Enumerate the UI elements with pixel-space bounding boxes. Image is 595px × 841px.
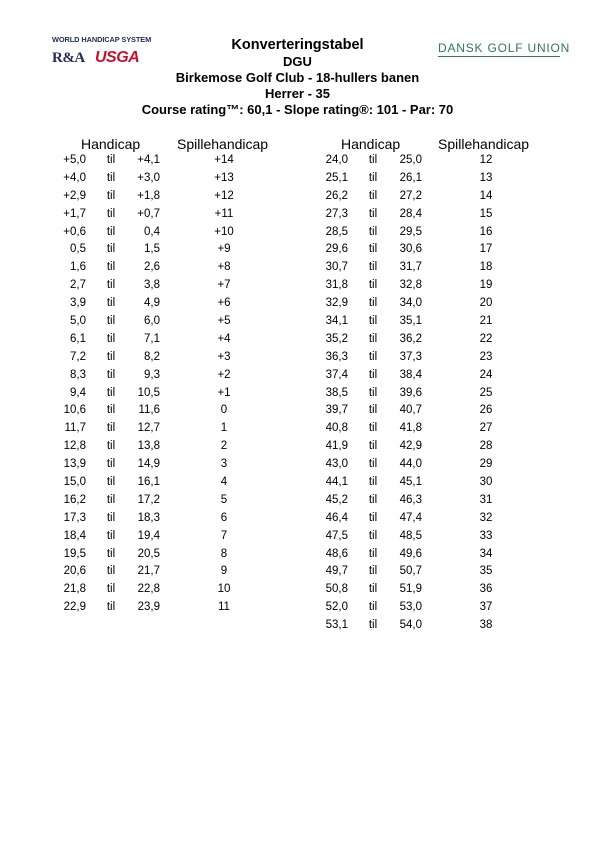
til-separator: til [106, 476, 116, 489]
til-separator: til [106, 493, 116, 506]
playing-handicap: 36 [479, 583, 493, 596]
handicap-to: 6,0 [144, 315, 160, 328]
handicap-from: 32,9 [325, 297, 348, 310]
handicap-to: 10,5 [137, 386, 160, 399]
playing-handicap: 26 [479, 404, 493, 417]
playing-handicap: +1 [217, 386, 231, 399]
handicap-from: 44,1 [325, 476, 348, 489]
playing-handicap: 3 [220, 458, 228, 471]
handicap-to: 20,5 [137, 547, 160, 560]
til-separator: til [368, 207, 378, 220]
til-separator: til [106, 458, 116, 471]
handicap-from: 26,2 [325, 189, 348, 202]
playing-handicap: +4 [217, 332, 231, 345]
handicap-to: +4,1 [137, 154, 160, 166]
til-separator: til [368, 332, 378, 345]
handicap-from: 39,7 [325, 404, 348, 417]
handicap-from: 11,7 [64, 422, 86, 435]
handicap-from: 5,0 [70, 315, 86, 328]
handicap-to: 14,9 [137, 458, 160, 471]
playing-handicap: +5 [217, 315, 231, 328]
til-separator: til [106, 440, 116, 453]
playing-handicap: 16 [479, 225, 493, 238]
handicap-to: 48,5 [399, 529, 422, 542]
handicap-to: 11,6 [138, 404, 160, 417]
til-separator: til [106, 315, 116, 328]
handicap-to: 34,0 [399, 297, 422, 310]
handicap-to: 39,6 [399, 386, 422, 399]
til-separator: til [106, 350, 116, 363]
handicap-to: 12,7 [137, 422, 160, 435]
handicap-from: 49,7 [325, 565, 348, 578]
playing-handicap: +11 [214, 207, 234, 220]
til-separator: til [368, 565, 378, 578]
handicap-from: 34,1 [325, 315, 348, 328]
handicap-from: 30,7 [325, 261, 348, 274]
handicap-from: 48,6 [325, 547, 348, 560]
handicap-to: 26,1 [399, 171, 422, 184]
playing-handicap: 20 [479, 297, 493, 310]
handicap-from: +5,0 [63, 154, 86, 166]
handicap-to: 29,5 [399, 225, 422, 238]
til-separator: til [368, 511, 378, 524]
playing-handicap: 27 [479, 422, 493, 435]
handicap-from: 12,8 [63, 440, 86, 453]
handicap-to: 13,8 [137, 440, 160, 453]
handicap-from: 50,8 [325, 583, 348, 596]
playing-handicap: 18 [479, 261, 493, 274]
playing-handicap: +2 [217, 368, 231, 381]
handicap-to: 53,0 [399, 601, 422, 614]
til-separator: til [368, 440, 378, 453]
til-separator: til [106, 583, 116, 596]
handicap-from: 19,5 [63, 547, 86, 560]
til-separator: til [368, 315, 378, 328]
playing-handicap: 37 [479, 601, 493, 614]
handicap-from: +1,7 [63, 207, 86, 220]
til-separator: til [368, 601, 378, 614]
handicap-to: 30,6 [399, 243, 422, 256]
handicap-to: 2,6 [144, 261, 160, 274]
til-separator: til [106, 297, 116, 310]
handicap-to: +3,0 [137, 171, 160, 184]
til-separator: til [106, 386, 116, 399]
playing-handicap: 19 [479, 279, 493, 292]
til-separator: til [106, 601, 116, 614]
handicap-to: 51,9 [399, 583, 422, 596]
handicap-to: 31,7 [399, 261, 422, 274]
handicap-to: 44,0 [399, 458, 422, 471]
handicap-to: 40,7 [399, 404, 422, 417]
playing-handicap: 6 [220, 511, 228, 524]
handicap-from: 8,3 [70, 368, 86, 381]
handicap-from: 29,6 [325, 243, 348, 256]
handicap-to: 46,3 [399, 493, 422, 506]
til-separator: til [106, 422, 116, 435]
til-separator: til [106, 332, 116, 345]
playing-handicap: +6 [217, 297, 231, 310]
handicap-to: 16,1 [137, 476, 160, 489]
handicap-to: 27,2 [399, 189, 422, 202]
playing-handicap: 4 [220, 476, 228, 489]
til-separator: til [368, 243, 378, 256]
left-handicap-heading: Handicap [81, 136, 141, 152]
handicap-from: 52,0 [325, 601, 348, 614]
playing-handicap: 29 [479, 458, 493, 471]
handicap-from: 37,4 [325, 368, 348, 381]
til-separator: til [106, 225, 116, 238]
handicap-to: 36,2 [399, 332, 422, 345]
handicap-from: 24,0 [325, 154, 348, 166]
playing-handicap: 32 [479, 511, 493, 524]
til-separator: til [368, 297, 378, 310]
til-separator: til [106, 404, 116, 417]
handicap-from: +2,9 [63, 189, 86, 202]
handicap-to: 35,1 [399, 315, 422, 328]
til-separator: til [368, 476, 378, 489]
handicap-to: 3,8 [144, 279, 160, 292]
handicap-from: 27,3 [325, 207, 348, 220]
handicap-from: 28,5 [325, 225, 348, 238]
left-playing-heading: Spillehandicap [177, 136, 269, 152]
playing-handicap: +12 [214, 189, 234, 202]
til-separator: til [368, 189, 378, 202]
playing-handicap: 8 [220, 547, 228, 560]
handicap-to: 22,8 [137, 583, 160, 596]
playing-handicap: 31 [479, 493, 493, 506]
playing-handicap: +3 [217, 350, 231, 363]
til-separator: til [106, 368, 116, 381]
handicap-from: 17,3 [63, 511, 86, 524]
playing-handicap: 10 [217, 583, 231, 596]
playing-handicap: +13 [214, 171, 234, 184]
til-separator: til [368, 350, 378, 363]
playing-handicap: 25 [479, 386, 493, 399]
playing-handicap: +9 [217, 243, 231, 256]
handicap-from: 1,6 [70, 261, 86, 274]
til-separator: til [368, 458, 378, 471]
playing-handicap: 2 [220, 440, 228, 453]
handicap-to: 25,0 [399, 154, 422, 166]
handicap-from: 46,4 [325, 511, 348, 524]
playing-handicap: 1 [220, 422, 228, 435]
handicap-from: 0,5 [70, 243, 86, 256]
til-separator: til [368, 422, 378, 435]
handicap-from: 38,5 [325, 386, 348, 399]
handicap-to: 42,9 [399, 440, 422, 453]
handicap-from: 13,9 [63, 458, 86, 471]
handicap-to: 0,4 [144, 225, 160, 238]
course-rating: Course rating™: 60,1 - Slope rating®: 101 - Par: 70 [141, 102, 454, 117]
playing-handicap: 9 [220, 565, 228, 578]
playing-handicap: 24 [479, 368, 493, 381]
right-handicap-heading: Handicap [341, 136, 401, 152]
playing-handicap: +14 [214, 154, 234, 166]
usga-logo: USGA [95, 49, 140, 66]
til-separator: til [368, 279, 378, 292]
page-title: Konverteringstabel [231, 37, 364, 53]
dgu-logo: DANSK GOLF UNION [438, 41, 571, 55]
playing-handicap: 34 [479, 547, 493, 560]
handicap-to: 45,1 [399, 476, 422, 489]
playing-handicap: 23 [479, 350, 493, 363]
playing-handicap: 14 [479, 189, 493, 202]
handicap-to: 50,7 [399, 565, 422, 578]
ra-logo: R&A [52, 50, 85, 66]
handicap-from: 53,1 [325, 619, 348, 632]
til-separator: til [106, 511, 116, 524]
playing-handicap: 13 [479, 171, 493, 184]
til-separator: til [368, 154, 378, 166]
til-separator: til [106, 154, 116, 166]
playing-handicap: 30 [479, 476, 493, 489]
til-separator: til [106, 547, 116, 560]
handicap-from: 21,8 [63, 583, 86, 596]
handicap-from: 2,7 [70, 279, 86, 292]
handicap-to: +0,7 [137, 207, 160, 220]
handicap-from: 40,8 [325, 422, 348, 435]
handicap-from: 16,2 [63, 493, 86, 506]
handicap-from: 36,3 [325, 350, 348, 363]
handicap-from: 15,0 [63, 476, 86, 489]
handicap-from: +4,0 [63, 171, 86, 184]
handicap-to: +1,8 [137, 189, 160, 202]
playing-handicap: 5 [220, 493, 228, 506]
handicap-to: 17,2 [137, 493, 160, 506]
til-separator: til [368, 619, 378, 632]
handicap-to: 4,9 [144, 297, 160, 310]
til-separator: til [368, 386, 378, 399]
playing-handicap: 15 [479, 207, 493, 220]
handicap-from: +0,6 [63, 225, 86, 238]
handicap-from: 25,1 [325, 171, 348, 184]
gender-tee: Herrer - 35 [264, 86, 331, 101]
handicap-to: 9,3 [144, 368, 160, 381]
right-playing-heading: Spillehandicap [438, 136, 530, 152]
til-separator: til [368, 225, 378, 238]
club-name: Birkemose Golf Club - 18-hullers banen [175, 70, 420, 85]
handicap-to: 23,9 [137, 601, 160, 614]
playing-handicap: 21 [479, 315, 493, 328]
playing-handicap: +7 [217, 279, 231, 292]
til-separator: til [368, 368, 378, 381]
til-separator: til [368, 547, 378, 560]
til-separator: til [106, 243, 116, 256]
handicap-to: 21,7 [137, 565, 160, 578]
playing-handicap: 35 [479, 565, 493, 578]
til-separator: til [368, 171, 378, 184]
handicap-to: 38,4 [399, 368, 422, 381]
handicap-from: 20,6 [63, 565, 86, 578]
handicap-from: 10,6 [63, 404, 86, 417]
playing-handicap: +8 [217, 261, 231, 274]
til-separator: til [368, 261, 378, 274]
playing-handicap: 17 [479, 243, 493, 256]
handicap-from: 45,2 [325, 493, 348, 506]
til-separator: til [368, 493, 378, 506]
til-separator: til [368, 583, 378, 596]
playing-handicap: 33 [479, 529, 493, 542]
handicap-from: 31,8 [325, 279, 348, 292]
til-separator: til [106, 207, 116, 220]
playing-handicap: 22 [479, 332, 493, 345]
handicap-to: 28,4 [399, 207, 422, 220]
handicap-from: 7,2 [70, 350, 86, 363]
handicap-to: 19,4 [137, 529, 160, 542]
til-separator: til [106, 189, 116, 202]
whs-logo: WORLD HANDICAP SYSTEM [52, 35, 152, 44]
playing-handicap: 11 [218, 601, 230, 614]
playing-handicap: 7 [220, 529, 228, 542]
handicap-to: 32,8 [399, 279, 422, 292]
til-separator: til [106, 279, 116, 292]
handicap-to: 47,4 [399, 511, 422, 524]
handicap-from: 3,9 [70, 297, 86, 310]
playing-handicap: +10 [214, 225, 234, 238]
handicap-to: 41,8 [399, 422, 422, 435]
playing-handicap: 0 [220, 404, 228, 417]
handicap-from: 22,9 [63, 601, 86, 614]
playing-handicap: 12 [479, 154, 493, 166]
page-subtitle: DGU [283, 54, 312, 69]
playing-handicap: 38 [479, 619, 493, 632]
til-separator: til [368, 529, 378, 542]
playing-handicap: 28 [479, 440, 493, 453]
til-separator: til [368, 404, 378, 417]
handicap-to: 7,1 [144, 332, 160, 345]
handicap-to: 37,3 [399, 350, 422, 363]
til-separator: til [106, 171, 116, 184]
handicap-to: 54,0 [399, 619, 422, 632]
handicap-from: 6,1 [70, 332, 86, 345]
handicap-from: 43,0 [325, 458, 348, 471]
handicap-to: 1,5 [144, 243, 160, 256]
til-separator: til [106, 529, 116, 542]
til-separator: til [106, 565, 116, 578]
handicap-to: 8,2 [144, 350, 160, 363]
handicap-from: 18,4 [63, 529, 86, 542]
handicap-to: 18,3 [137, 511, 160, 524]
handicap-from: 35,2 [325, 332, 348, 345]
handicap-from: 41,9 [325, 440, 348, 453]
handicap-to: 49,6 [399, 547, 422, 560]
handicap-from: 47,5 [325, 529, 348, 542]
til-separator: til [106, 261, 116, 274]
handicap-from: 9,4 [70, 386, 86, 399]
